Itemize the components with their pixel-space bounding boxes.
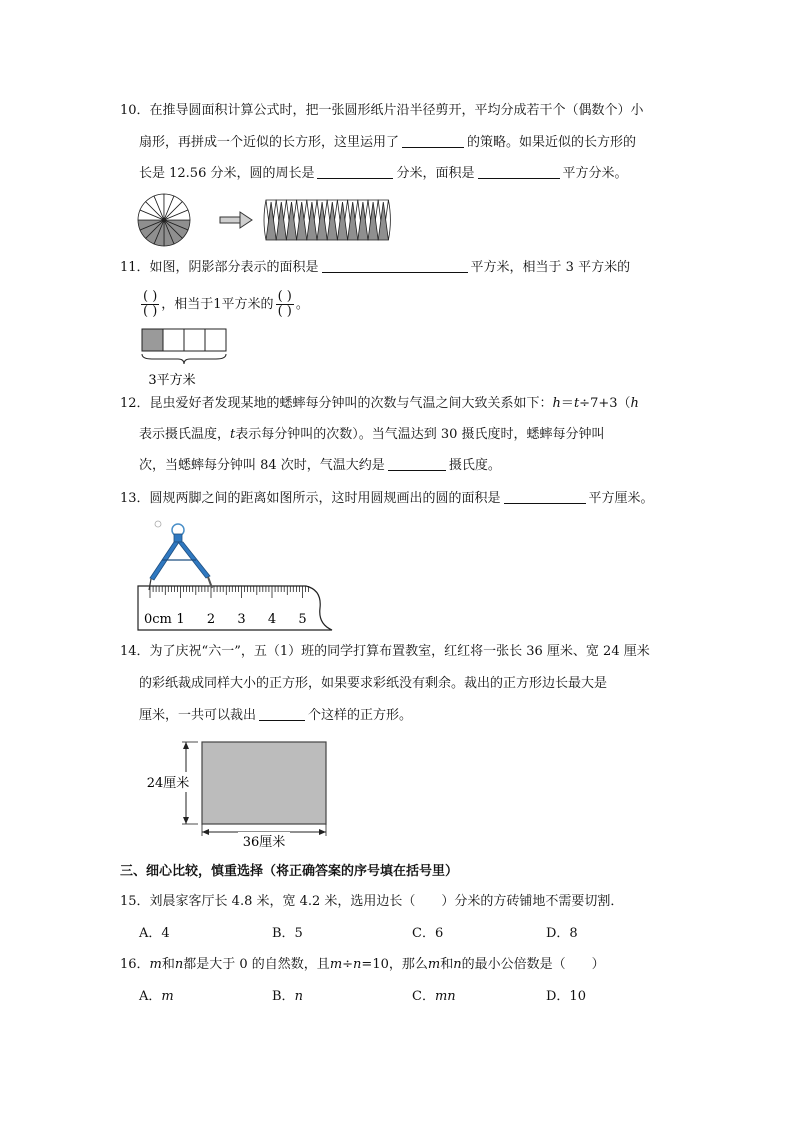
brace: [142, 354, 226, 364]
q12-blank-temperature[interactable]: [388, 456, 446, 471]
q15-stem: 15．刘晨家客厅长 4.8 米，宽 4.2 米，选用边长（ ）分米的方砖铺地不需要切割．: [120, 894, 624, 909]
ruler-label: 0cm: [144, 612, 172, 627]
q14-paper-rectangle-figure: [140, 732, 340, 852]
height-label: 24厘米: [146, 776, 190, 791]
q14-line-1: 14．为了庆祝“六一”，五（1）班的同学打算布置教室，红红将一张长 36 厘米、宽 24 厘米: [120, 644, 650, 659]
q14-line-2: 的彩纸裁成同样大小的正方形，如果要求彩纸没有剩余。裁出的正方形边长最大是: [139, 676, 608, 691]
approx-rectangle-strip: [264, 200, 390, 240]
q15-option-d[interactable]: D．8: [546, 926, 578, 941]
colored-paper: [202, 742, 326, 824]
q10-line-2: 扇形，再拼成一个近似的长方形，这里运用了 的策略。如果近似的长方形的: [139, 135, 637, 150]
arrow-right-icon: [220, 212, 252, 228]
square: [184, 329, 205, 351]
q13-line-1: 13．圆规两脚之间的距离如图所示，这时用圆规画出的圆的面积是 平方厘米。: [120, 491, 654, 506]
q13-compass-ruler-figure: [136, 516, 342, 636]
ruler-label: 5: [298, 612, 307, 627]
ruler-label: 1: [176, 612, 185, 627]
q10-circle-rearrange-figure: [136, 192, 396, 248]
q11-square-bar-figure: [140, 326, 240, 392]
q13-blank-area[interactable]: [504, 489, 586, 504]
width-label: 36厘米: [242, 835, 286, 850]
q10-line-1: 10．在推导圆面积计算公式时，把一张圆形纸片沿半径剪开，平均分成若干个（偶数个）小: [120, 103, 644, 118]
square: [163, 329, 184, 351]
ruler-label: 2: [206, 612, 216, 627]
q11-line-2: $\frac{( )}{( )}$ ，相当于1平方米的 $\frac{( )}{( )}$ 。: [143, 289, 309, 319]
q10-line-3: 长是 12.56 分米，圆的周长是 分米，面积是 平方分米。: [139, 166, 628, 181]
q10-blank-circumference[interactable]: [317, 164, 393, 179]
q14-blank-count[interactable]: [259, 706, 305, 721]
square: [205, 329, 226, 351]
q15-option-a[interactable]: A．4: [139, 926, 170, 941]
q11-blank-area[interactable]: [322, 258, 468, 273]
section-3-title: 三、细心比较，慎重选择（将正确答案的序号填在括号里）: [120, 864, 459, 879]
q16-option-d[interactable]: D．10: [546, 989, 586, 1004]
compass-icon: [149, 521, 212, 590]
q11-fraction-2[interactable]: $\frac{( )}{( )}$: [277, 289, 292, 319]
figure-label: 3平方米: [148, 373, 196, 388]
q14-line-3: 厘米，一共可以裁出 个这样的正方形。: [139, 708, 413, 723]
sector-circle: [138, 194, 190, 246]
q10-blank-strategy[interactable]: [402, 133, 464, 148]
q12-line-3: 次，当蟋蟀每分钟叫 84 次时，气温大约是 摄氏度。: [139, 458, 501, 473]
shaded-square: [142, 329, 163, 351]
q11-fraction-1[interactable]: $\frac{( )}{( )}$: [143, 289, 158, 319]
ruler-label: 4: [267, 612, 277, 627]
q10-blank-area[interactable]: [478, 164, 560, 179]
q15-option-c[interactable]: C．6: [412, 926, 444, 941]
q12-line-2: 表示摄氏温度，t表示每分钟叫的次数）。当气温达到 30 摄氏度时，蟋蟀每分钟叫: [139, 427, 605, 442]
q12-line-1: 12．昆虫爱好者发现某地的蟋蟀每分钟叫的次数与气温之间大致关系如下：h＝t÷7+3（h: [120, 396, 639, 411]
q16-option-b[interactable]: B．n: [272, 989, 303, 1004]
q11-line-1: 11．如图，阴影部分表示的面积是 平方米，相当于 3 平方米的: [120, 260, 631, 275]
q16-stem: 16．m和n都是大于 0 的自然数，且m÷n=10，那么m和n的最小公倍数是（ ）: [120, 957, 605, 972]
q16-option-c[interactable]: C．mn: [412, 989, 456, 1004]
q15-option-b[interactable]: B．5: [272, 926, 303, 941]
q16-option-a[interactable]: A．m: [139, 989, 174, 1004]
ruler-label: 3: [237, 612, 246, 627]
